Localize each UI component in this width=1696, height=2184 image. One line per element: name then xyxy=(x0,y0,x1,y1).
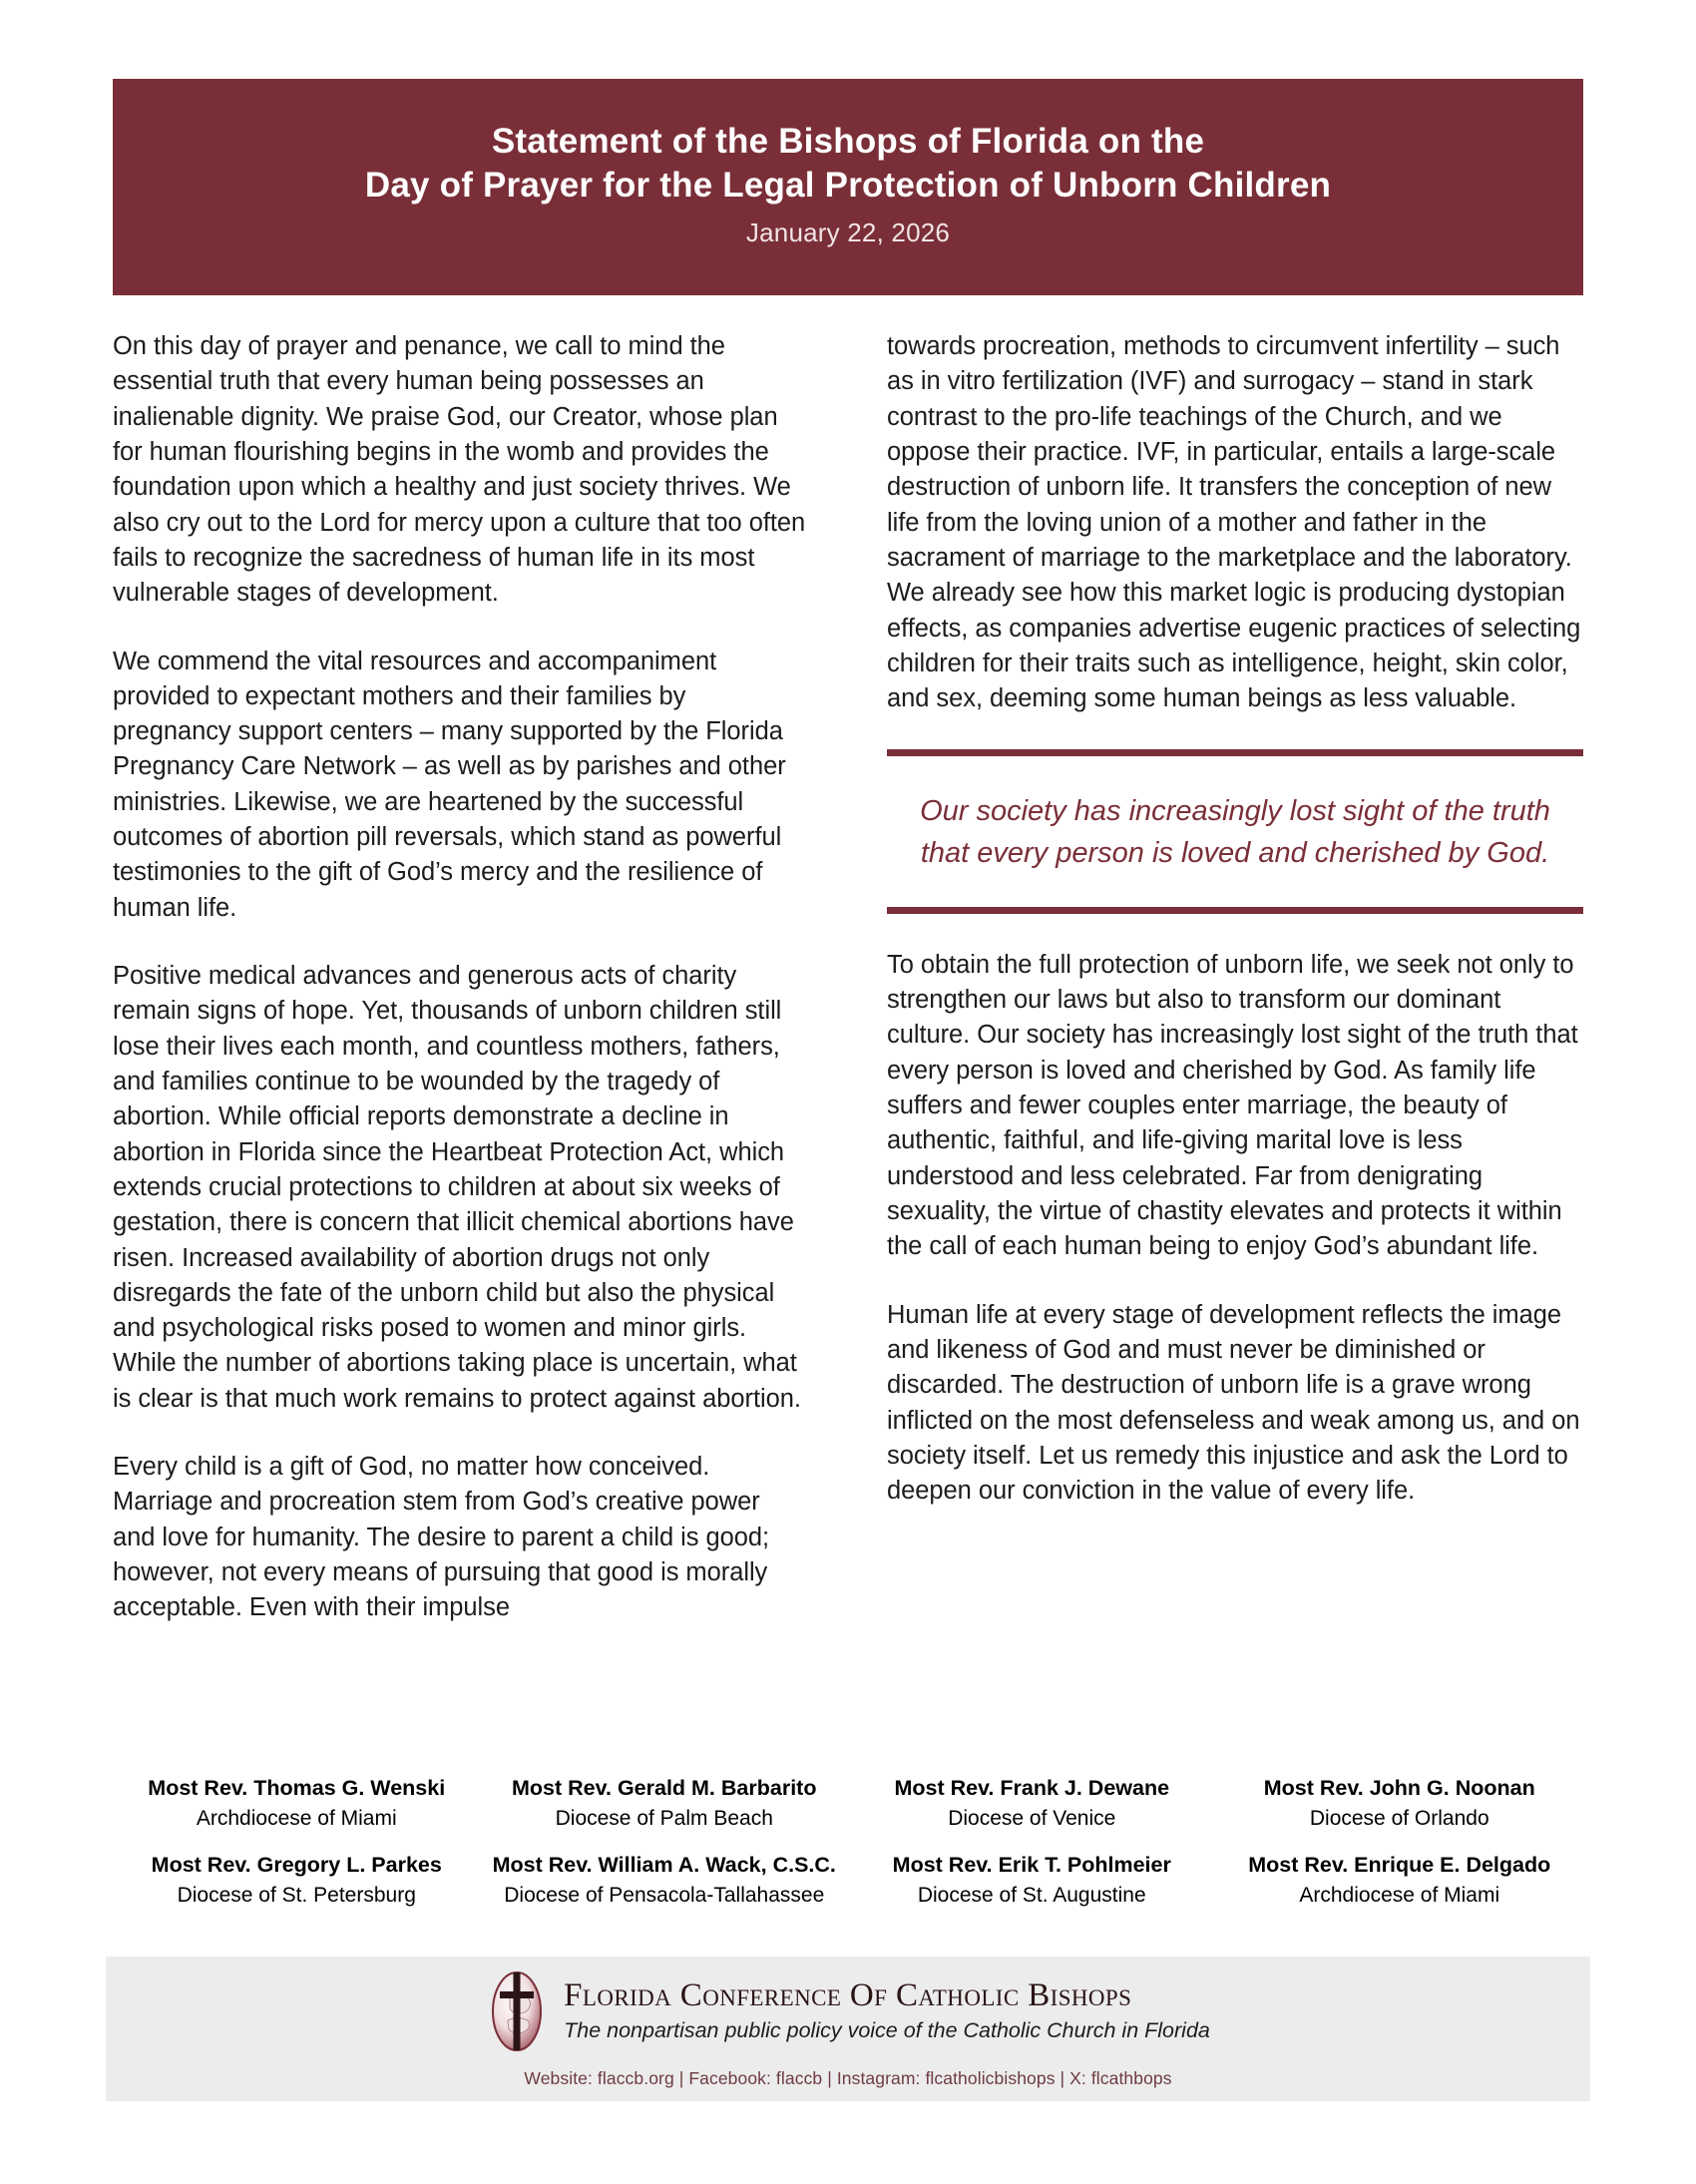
signatory-diocese: Diocese of Venice xyxy=(948,1806,1116,1830)
left-column xyxy=(113,329,809,1626)
organization-tagline: The nonpartisan public policy voice of the Catholic Church in Florida xyxy=(564,2017,1210,2042)
signatory-diocese: Diocese of Palm Beach xyxy=(555,1806,773,1830)
signatory xyxy=(848,1775,1216,1832)
signatory xyxy=(848,1852,1216,1909)
signatory-name: Most Rev. John G. Noonan xyxy=(1263,1776,1535,1800)
right-column xyxy=(887,329,1583,1626)
signatory xyxy=(113,1775,481,1832)
pull-quote-text: Our society has increasingly lost sight of the truth that every person is loved and cherished by God. xyxy=(920,795,1550,869)
footer xyxy=(106,1957,1590,2101)
signatory-row xyxy=(113,1775,1583,1832)
signatory xyxy=(1216,1775,1584,1832)
signatory xyxy=(1216,1852,1584,1909)
paragraph: Every child is a gift of God, no matter how conceived. Marriage and procreation stem from God’s creative power and love for humanity. The desire to parent a child is good; however, not every means of pursuing that good is morally acceptable. Even with their impulse xyxy=(113,1453,770,1622)
signatory xyxy=(113,1852,481,1909)
signatory-diocese: Diocese of St. Augustine xyxy=(917,1884,1146,1908)
paragraph: towards procreation, methods to circumvent infertility – such as in vitro fertilization (IVF) and surrogacy – stand in stark contrast to the pro-life teachings of the Church, and we oppose their practice. IVF, in particular, entails a large-scale destruction of unborn life. It transfers the conception of new life from the loving union of a mother and father in the sacrament of marriage to the marketplace and the laboratory. We already see how this market logic is producing dystopian effects, as companies advertise eugenic practices of selecting children for their traits such as intelligence, height, skin color, and sex, deeming some human beings as less valuable. xyxy=(887,332,1581,713)
footer-brand xyxy=(486,1968,1210,2054)
signatory-diocese: Diocese of Orlando xyxy=(1309,1806,1489,1830)
signatory xyxy=(481,1852,849,1909)
header-banner xyxy=(113,79,1583,295)
body-columns xyxy=(113,329,1583,1626)
pull-quote-rule-top xyxy=(887,749,1583,756)
signatory-name: Most Rev. Enrique E. Delgado xyxy=(1248,1853,1551,1878)
signatory-name: Most Rev. Erik T. Pohlmeier xyxy=(892,1853,1171,1878)
paragraph: We commend the vital resources and accompaniment provided to expectant mothers and their families by pregnancy support centers – many supported by the Florida Pregnancy Care Network – as well as by parishes and other ministries. Likewise, we are heartened by the successful outcomes of abortion pill reversals, which stand as powerful testimonies to the gift of God’s mercy and the resilience of human life. xyxy=(113,647,786,922)
signatory-name: Most Rev. Thomas G. Wenski xyxy=(148,1776,446,1800)
organization-name: Florida Conference Of Catholic Bishops xyxy=(564,1977,1132,2014)
pull-quote xyxy=(887,749,1583,913)
page-title-line-2: Day of Prayer for the Legal Protection of Unborn Children xyxy=(364,166,1332,205)
cross-in-oval-logo-icon xyxy=(486,1968,548,2054)
pull-quote-rule-bottom xyxy=(887,907,1583,914)
signatory-diocese: Archdiocese of Miami xyxy=(196,1806,397,1830)
signatory-name: Most Rev. Gerald M. Barbarito xyxy=(512,1776,817,1800)
signatory-name: Most Rev. Gregory L. Parkes xyxy=(151,1853,442,1878)
signatory-diocese: Diocese of Pensacola-Tallahassee xyxy=(504,1884,825,1908)
page-title-line-1: Statement of the Bishops of Florida on the xyxy=(491,121,1205,161)
paragraph: Positive medical advances and generous acts of charity remain signs of hope. Yet, thousands of unborn children still lose their lives each month, and countless mothers, fathers, and families continue to be wounded by the tragedy of abortion. While official reports demonstrate a decline in abortion in Florida since the Heartbeat Protection Act, which extends crucial protections to children at about six weeks of gestation, there is concern that illicit chemical abortions have risen. Increased availability of abortion drugs not only disregards the fate of the unborn child but also the physical and psychological risks posed to women and minor girls. While the number of abortions taking place is uncertain, what is clear is that much work remains to protect against abortion. xyxy=(113,962,801,1413)
paragraph: To obtain the full protection of unborn life, we seek not only to strengthen our laws but also to transform our dominant culture. Our society has increasingly lost sight of the truth that every person is loved and cherished by God. As family life suffers and fewer couples enter marriage, the beauty of authentic, faithful, and life-giving marital love is less understood and less celebrated. Far from denigrating sexuality, the virtue of chastity elevates and protects it within the call of each human being to enjoy God’s abundant life. xyxy=(887,950,1578,1261)
signatory-diocese: Diocese of St. Petersburg xyxy=(177,1884,416,1908)
paragraph: On this day of prayer and penance, we call to mind the essential truth that every human being possesses an inalienable dignity. We praise God, our Creator, whose plan for human flourishing begins in the womb and provides the foundation upon which a healthy and just society thrives. We also cry out to the Lord for mercy upon a culture that too often fails to recognize the sacredness of human life in its most vulnerable stages of development. xyxy=(113,332,806,608)
signatory-name: Most Rev. William A. Wack, C.S.C. xyxy=(492,1853,836,1878)
signatory-name: Most Rev. Frank J. Dewane xyxy=(894,1776,1170,1800)
signatory xyxy=(481,1775,849,1832)
footer-text-block xyxy=(564,1978,1210,2043)
signatories-block xyxy=(113,1775,1583,1909)
signatory-diocese: Archdiocese of Miami xyxy=(1299,1884,1500,1908)
signatory-row xyxy=(113,1852,1583,1909)
footer-contact-line: Website: flaccb.org | Facebook: flaccb | Instagram: flcatholicbishops | X: flcathbops xyxy=(524,2068,1172,2088)
paragraph: Human life at every stage of development reflects the image and likeness of God and must never be diminished or discarded. The destruction of unborn life is a grave wrong inflicted on the most defenseless and weak among us, and on society itself. Let us remedy this injustice and ask the Lord to deepen our conviction in the value of every life. xyxy=(887,1300,1580,1506)
statement-date: January 22, 2026 xyxy=(745,218,951,248)
